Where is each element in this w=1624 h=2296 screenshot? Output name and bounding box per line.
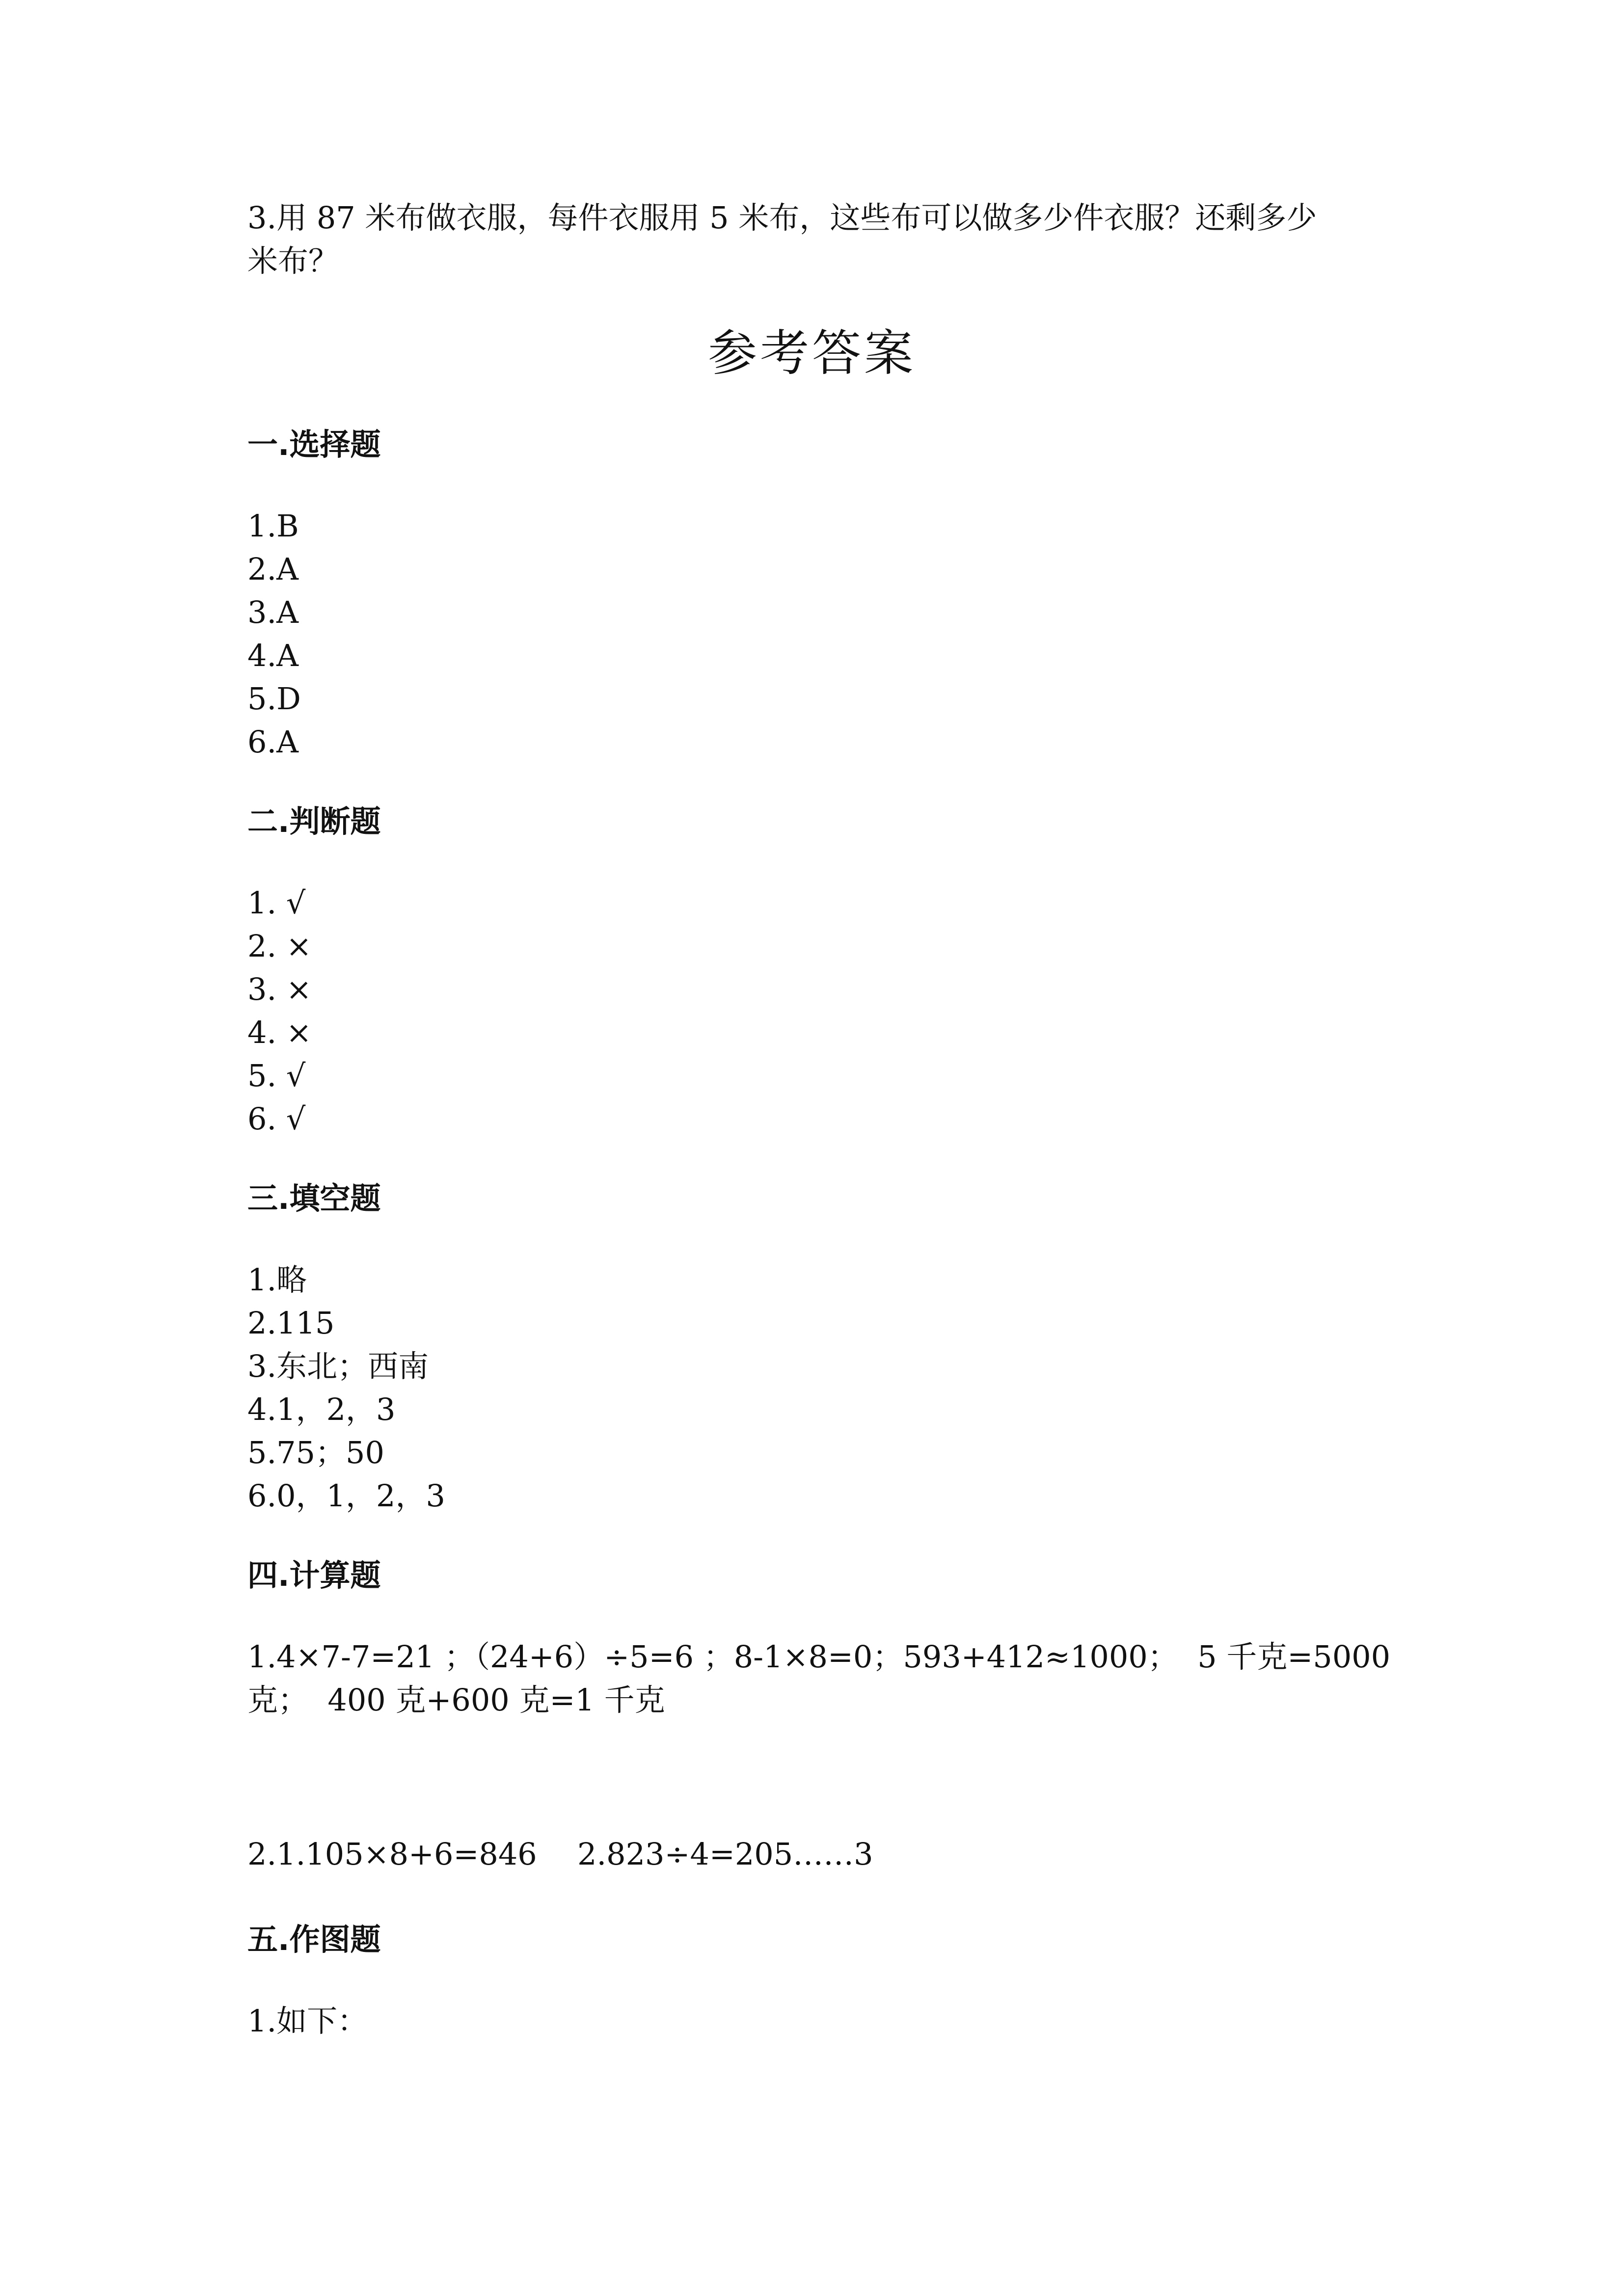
answer-item: 6.0，1，2，3 [247,1478,445,1514]
answer-item: 6.A [247,724,298,760]
answer-item: 3.A [247,594,298,630]
answer-item: 2.115 [247,1305,335,1341]
section-heading-judge: 二.判断题 [247,803,381,839]
section-heading-choice: 一.选择题 [247,427,381,462]
section-heading-draw: 五.作图题 [247,1922,381,1957]
calc-item-2-part-1: 2.1.105×8+6=846 [247,1836,537,1872]
answer-item: 5.D [247,681,301,717]
section-heading-calc: 四.计算题 [247,1557,381,1593]
answer-item: 6. √ [247,1101,306,1137]
answer-title: 参考答案 [708,324,916,382]
question-3-line-2: 米布？ [247,243,339,279]
answer-item: 4.A [247,638,298,673]
answer-item: 4.1，2，3 [247,1391,396,1427]
answer-item: 1. √ [247,885,306,921]
section-heading-fill: 三.填空题 [247,1180,381,1216]
answer-item: 1.B [247,508,299,544]
answer-item: 5.75；50 [247,1435,384,1470]
answer-item: 2.A [247,551,298,587]
answer-item: 1.如下： [247,2003,368,2039]
calc-item-1-line-1: 1.4×7-7=21 ；（24+6）÷5=6 ；8-1×8=0；593+412≈1000； 5 千克=5000 [247,1639,1391,1675]
calc-item-1-line-2: 克； 400 克+600 克=1 千克 [247,1682,665,1718]
answer-item: 3. × [247,971,312,1007]
answer-item: 3.东北；西南 [247,1348,429,1384]
calc-item-2-part-2: 2.823÷4=205……3 [577,1836,873,1872]
answer-item: 5. √ [247,1058,306,1094]
question-3-line-1: 3.用 87 米布做衣服，每件衣服用 5 米布，这些布可以做多少件衣服？还剩多少 [247,200,1317,236]
answer-item: 2. × [247,928,312,964]
answer-item: 4. × [247,1015,312,1050]
answer-item: 1.略 [247,1262,307,1298]
